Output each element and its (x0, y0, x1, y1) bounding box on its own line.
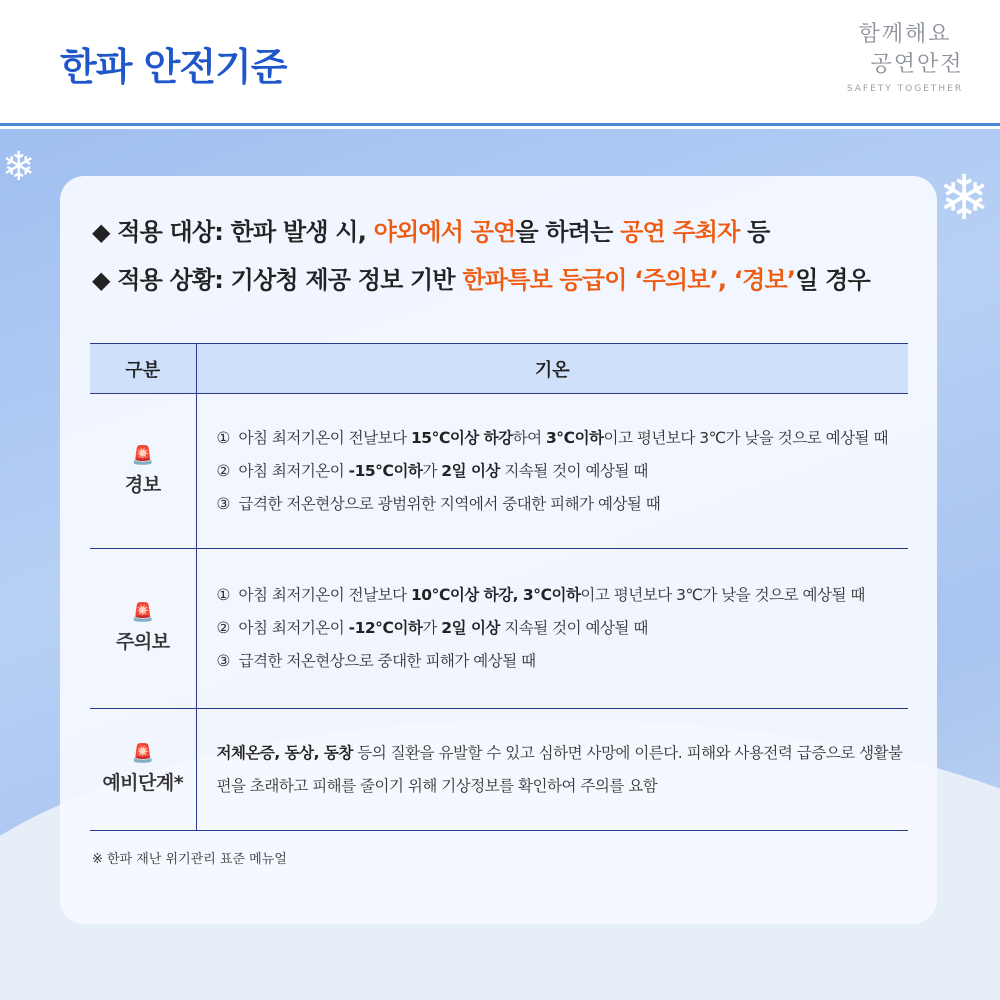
caution-description (196, 549, 908, 709)
logo (835, 20, 975, 110)
warning-item-3: ③ 급격한 저온현상으로 광범위한 지역에서 중대한 피해가 예상될 때 (216, 494, 661, 513)
warning-item-1: ① 아침 최저기온이 전날보다 15℃이상 하강하여 3℃이하이고 평년보다 3℃가 낮을 것으로 예상될 때 (216, 428, 888, 447)
warning-item-2: ② 아침 최저기온이 -15℃이하가 2일 이상 지속될 것이 예상될 때 (216, 461, 648, 480)
header-category: 구분 (90, 344, 196, 394)
table-row-warning (90, 394, 908, 549)
header-temperature: 기온 (196, 344, 908, 394)
table-row-caution (90, 549, 908, 709)
target-line: ◆ 적용 대상: 한파 발생 시, 야외에서 공연을 하려는 공연 주최자 등 (92, 218, 770, 246)
siren-icon: 🚨 (131, 743, 154, 764)
criteria-table (90, 343, 908, 831)
level-preliminary: 🚨 예비단계* (90, 709, 196, 831)
warning-description (196, 394, 908, 549)
logo-line1: 함께해요 (858, 22, 952, 47)
snowflake-icon: ❄ (2, 144, 36, 190)
level-warning: 🚨 경보 (90, 394, 196, 549)
level-caution: 🚨 주의보 (90, 549, 196, 709)
table-header-row (90, 344, 908, 394)
criteria-card (60, 176, 937, 924)
header (0, 0, 1000, 126)
snowflake-icon: ❄ (938, 161, 990, 234)
siren-icon: 🚨 (131, 444, 154, 466)
logo-line2: 공연안전 (870, 52, 964, 77)
caution-item-1: ① 아침 최저기온이 전날보다 10℃이상 하강, 3℃이하이고 평년보다 3℃가 낮을 것으로 예상될 때 (216, 586, 865, 604)
footnote: ※ 한파 재난 위기관리 표준 메뉴얼 (92, 852, 287, 867)
preliminary-description: 저체온증, 동상, 동창 등의 질환을 유발할 수 있고 심하면 사망에 이른다. 피해와 사용전력 급증으로 생활불편을 초래하고 피해를 줄이기 위해 기상정보를 확인하여 주의를 요함 (196, 709, 908, 831)
caution-item-3: ③ 급격한 저온현상으로 중대한 피해가 예상될 때 (216, 652, 536, 670)
situation-line: ◆ 적용 상황: 기상청 제공 정보 기반 한파특보 등급이 ‘주의보’, ‘경보’일 경우 (92, 266, 870, 294)
siren-icon: 🚨 (131, 602, 154, 623)
page-title: 한파 안전기준 (60, 45, 287, 89)
caution-item-2: ② 아침 최저기온이 -12℃이하가 2일 이상 지속될 것이 예상될 때 (216, 619, 648, 637)
logo-subtitle: SAFETY TOGETHER (846, 84, 964, 94)
table-row-preliminary (90, 709, 908, 831)
